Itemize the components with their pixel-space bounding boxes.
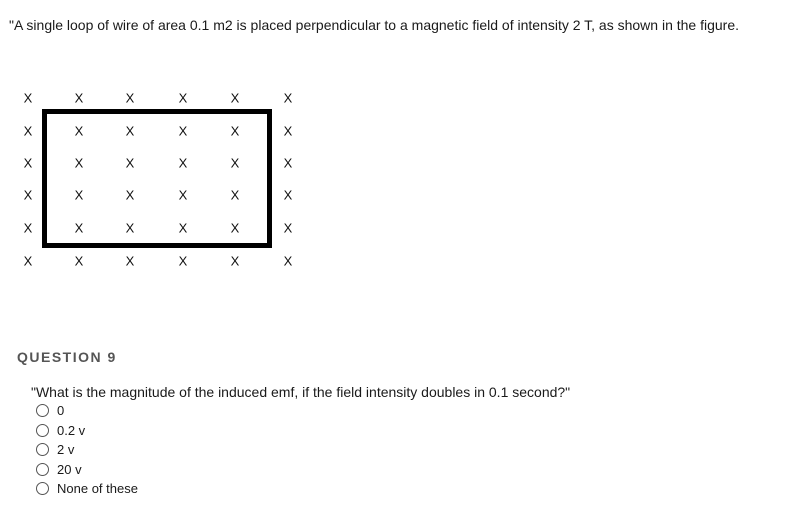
field-x-mark: X <box>178 123 188 139</box>
field-x-mark: X <box>125 123 135 139</box>
field-x-mark: X <box>178 220 188 236</box>
question-text: "What is the magnitude of the induced emf, if the field intensity doubles in 0.1 second?" <box>31 384 571 400</box>
answer-options <box>36 401 138 499</box>
field-x-mark: X <box>74 123 84 139</box>
field-x-mark: X <box>230 90 240 106</box>
field-x-mark: X <box>23 123 33 139</box>
field-x-mark: X <box>74 90 84 106</box>
field-x-mark: X <box>74 220 84 236</box>
answer-option[interactable] <box>36 421 138 441</box>
field-x-mark: X <box>23 155 33 171</box>
radio-button[interactable] <box>36 463 49 476</box>
problem-statement: "A single loop of wire of area 0.1 m2 is placed perpendicular to a magnetic field of intensity 2 T, as shown in the figure. <box>9 17 740 33</box>
field-x-mark: X <box>125 90 135 106</box>
field-x-mark: X <box>230 123 240 139</box>
option-label: 2 v <box>57 442 75 458</box>
field-x-mark: X <box>23 90 33 106</box>
answer-option[interactable] <box>36 479 138 499</box>
field-x-mark: X <box>178 253 188 269</box>
field-x-mark: X <box>283 90 293 106</box>
answer-option[interactable] <box>36 401 138 421</box>
field-x-mark: X <box>125 253 135 269</box>
field-x-mark: X <box>230 187 240 203</box>
radio-button[interactable] <box>36 443 49 456</box>
field-x-mark: X <box>283 123 293 139</box>
radio-button[interactable] <box>36 482 49 495</box>
field-x-mark: X <box>178 90 188 106</box>
answer-option[interactable] <box>36 460 138 480</box>
field-x-mark: X <box>283 253 293 269</box>
question-title: QUESTION 9 <box>17 349 117 365</box>
option-label: 20 v <box>57 461 82 477</box>
radio-button[interactable] <box>36 404 49 417</box>
answer-option[interactable] <box>36 440 138 460</box>
field-x-mark: X <box>283 187 293 203</box>
field-x-mark: X <box>23 220 33 236</box>
field-x-mark: X <box>23 253 33 269</box>
field-x-mark: X <box>230 155 240 171</box>
field-x-mark: X <box>23 187 33 203</box>
field-x-mark: X <box>178 187 188 203</box>
field-x-mark: X <box>178 155 188 171</box>
field-x-mark: X <box>74 155 84 171</box>
field-x-mark: X <box>125 220 135 236</box>
field-x-mark: X <box>230 253 240 269</box>
field-x-mark: X <box>74 187 84 203</box>
field-x-mark: X <box>125 187 135 203</box>
radio-button[interactable] <box>36 424 49 437</box>
field-x-mark: X <box>74 253 84 269</box>
option-label: 0 <box>57 403 65 419</box>
option-label: 0.2 v <box>57 422 86 438</box>
field-x-mark: X <box>230 220 240 236</box>
option-label: None of these <box>57 481 138 497</box>
field-x-mark: X <box>283 220 293 236</box>
field-x-mark: X <box>125 155 135 171</box>
field-x-mark: X <box>283 155 293 171</box>
